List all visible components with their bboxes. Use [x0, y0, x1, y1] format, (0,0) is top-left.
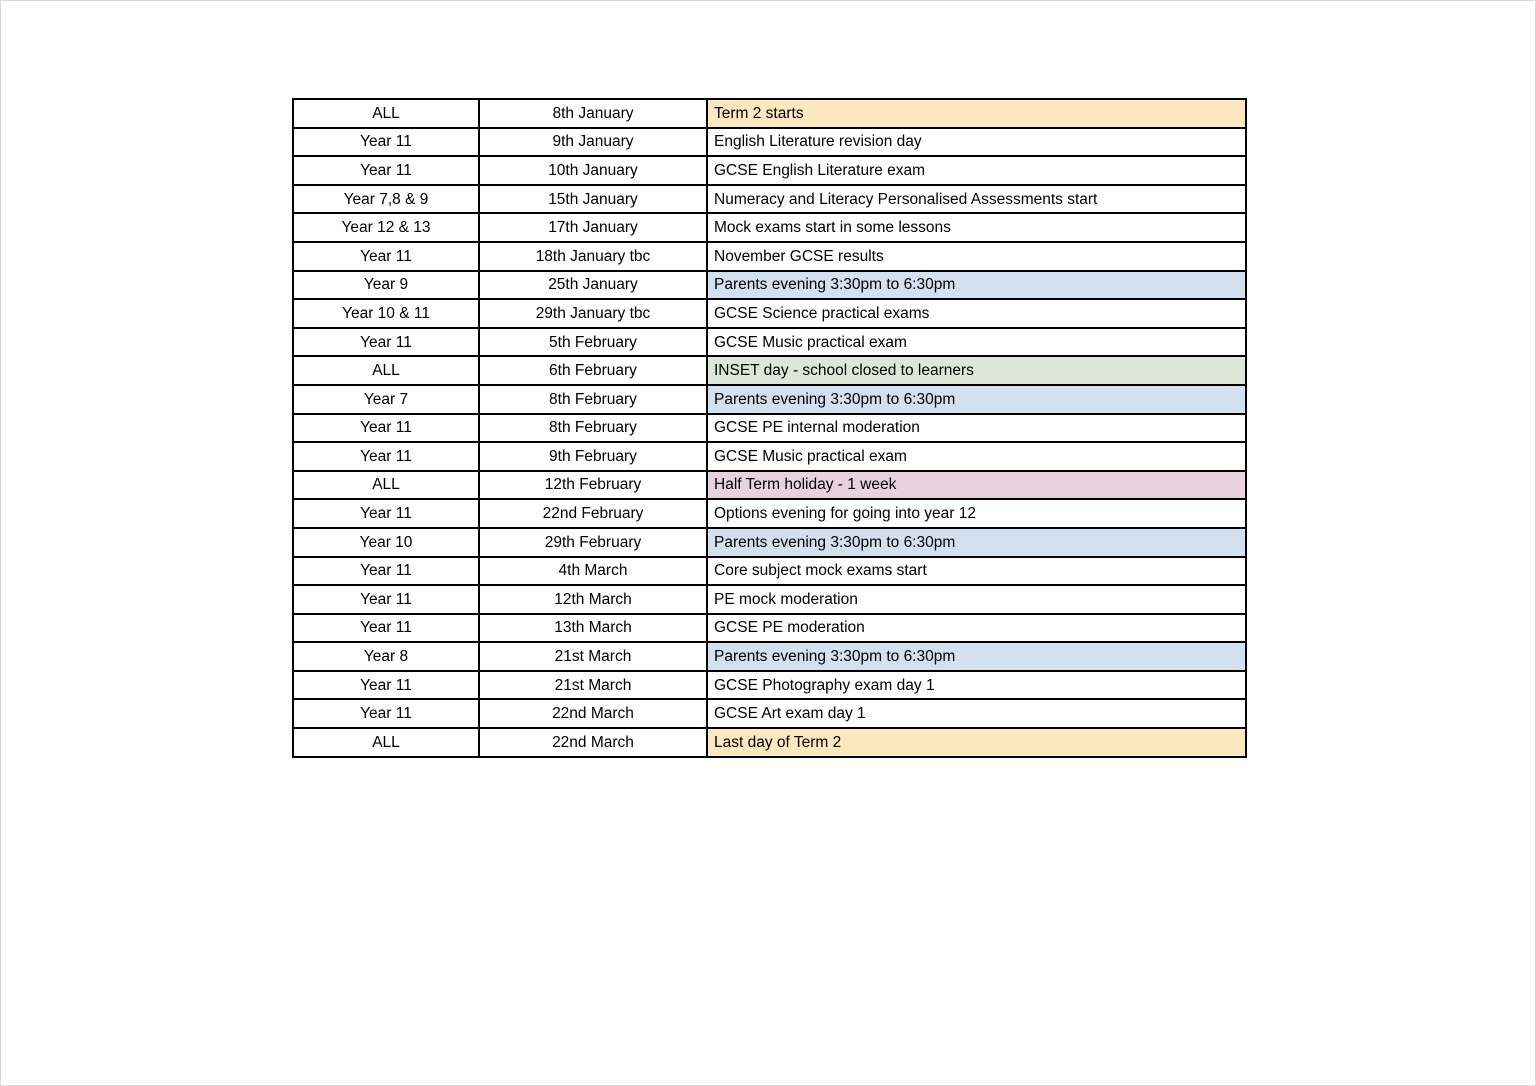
cell-year-group: Year 11: [293, 499, 479, 528]
table-row: [293, 213, 1246, 242]
cell-event: GCSE Art exam day 1: [707, 699, 1246, 728]
table-row: [293, 385, 1246, 414]
cell-year-group: Year 10: [293, 528, 479, 557]
cell-date: 21st March: [479, 671, 707, 700]
cell-year-group: Year 10 & 11: [293, 299, 479, 328]
cell-event: GCSE PE moderation: [707, 614, 1246, 643]
cell-year-group: ALL: [293, 99, 479, 128]
cell-date: 10th January: [479, 156, 707, 185]
table-row: [293, 328, 1246, 357]
table-row: [293, 442, 1246, 471]
cell-event: Term 2 starts: [707, 99, 1246, 128]
cell-date: 13th March: [479, 614, 707, 643]
table-row: [293, 271, 1246, 300]
cell-year-group: Year 11: [293, 671, 479, 700]
cell-year-group: Year 7: [293, 385, 479, 414]
cell-date: 22nd February: [479, 499, 707, 528]
cell-event: English Literature revision day: [707, 128, 1246, 157]
table-row: [293, 185, 1246, 214]
cell-date: 22nd March: [479, 699, 707, 728]
table-row: [293, 356, 1246, 385]
cell-event: INSET day - school closed to learners: [707, 356, 1246, 385]
cell-event: GCSE PE internal moderation: [707, 414, 1246, 443]
table-body: [293, 99, 1246, 757]
cell-year-group: Year 11: [293, 328, 479, 357]
cell-date: 12th February: [479, 471, 707, 500]
table-row: [293, 642, 1246, 671]
cell-year-group: Year 9: [293, 271, 479, 300]
cell-date: 29th January tbc: [479, 299, 707, 328]
cell-year-group: Year 11: [293, 442, 479, 471]
cell-year-group: Year 11: [293, 557, 479, 586]
cell-year-group: ALL: [293, 356, 479, 385]
cell-event: GCSE Music practical exam: [707, 328, 1246, 357]
table-row: [293, 557, 1246, 586]
cell-year-group: Year 8: [293, 642, 479, 671]
cell-year-group: Year 11: [293, 414, 479, 443]
cell-event: November GCSE results: [707, 242, 1246, 271]
cell-date: 22nd March: [479, 728, 707, 757]
cell-date: 9th February: [479, 442, 707, 471]
cell-date: 8th February: [479, 385, 707, 414]
table-row: [293, 499, 1246, 528]
cell-event: Last day of Term 2: [707, 728, 1246, 757]
cell-event: Parents evening 3:30pm to 6:30pm: [707, 385, 1246, 414]
table-row: [293, 671, 1246, 700]
cell-year-group: Year 12 & 13: [293, 213, 479, 242]
cell-date: 21st March: [479, 642, 707, 671]
cell-year-group: Year 11: [293, 242, 479, 271]
cell-date: 29th February: [479, 528, 707, 557]
cell-year-group: Year 7,8 & 9: [293, 185, 479, 214]
cell-date: 12th March: [479, 585, 707, 614]
cell-event: GCSE Music practical exam: [707, 442, 1246, 471]
cell-year-group: ALL: [293, 471, 479, 500]
table-row: [293, 299, 1246, 328]
cell-date: 17th January: [479, 213, 707, 242]
cell-date: 8th January: [479, 99, 707, 128]
cell-date: 15th January: [479, 185, 707, 214]
cell-event: Half Term holiday - 1 week: [707, 471, 1246, 500]
cell-year-group: Year 11: [293, 614, 479, 643]
cell-event: GCSE Photography exam day 1: [707, 671, 1246, 700]
cell-date: 6th February: [479, 356, 707, 385]
table-row: [293, 414, 1246, 443]
cell-date: 25th January: [479, 271, 707, 300]
cell-event: Parents evening 3:30pm to 6:30pm: [707, 271, 1246, 300]
term-calendar-table: [292, 98, 1247, 758]
cell-year-group: Year 11: [293, 585, 479, 614]
table-row: [293, 128, 1246, 157]
cell-year-group: Year 11: [293, 156, 479, 185]
cell-year-group: ALL: [293, 728, 479, 757]
table-row: [293, 699, 1246, 728]
cell-date: 5th February: [479, 328, 707, 357]
table-row: [293, 99, 1246, 128]
table-row: [293, 242, 1246, 271]
cell-event: Core subject mock exams start: [707, 557, 1246, 586]
cell-date: 4th March: [479, 557, 707, 586]
cell-event: Options evening for going into year 12: [707, 499, 1246, 528]
cell-event: Parents evening 3:30pm to 6:30pm: [707, 528, 1246, 557]
cell-date: 9th January: [479, 128, 707, 157]
table-row: [293, 614, 1246, 643]
table-row: [293, 528, 1246, 557]
cell-date: 18th January tbc: [479, 242, 707, 271]
cell-event: GCSE Science practical exams: [707, 299, 1246, 328]
cell-event: Mock exams start in some lessons: [707, 213, 1246, 242]
table-row: [293, 585, 1246, 614]
cell-event: PE mock moderation: [707, 585, 1246, 614]
cell-event: GCSE English Literature exam: [707, 156, 1246, 185]
cell-event: Parents evening 3:30pm to 6:30pm: [707, 642, 1246, 671]
cell-year-group: Year 11: [293, 128, 479, 157]
table-row: [293, 471, 1246, 500]
cell-year-group: Year 11: [293, 699, 479, 728]
cell-event: Numeracy and Literacy Personalised Assessments start: [707, 185, 1246, 214]
cell-date: 8th February: [479, 414, 707, 443]
table-row: [293, 156, 1246, 185]
table-row: [293, 728, 1246, 757]
